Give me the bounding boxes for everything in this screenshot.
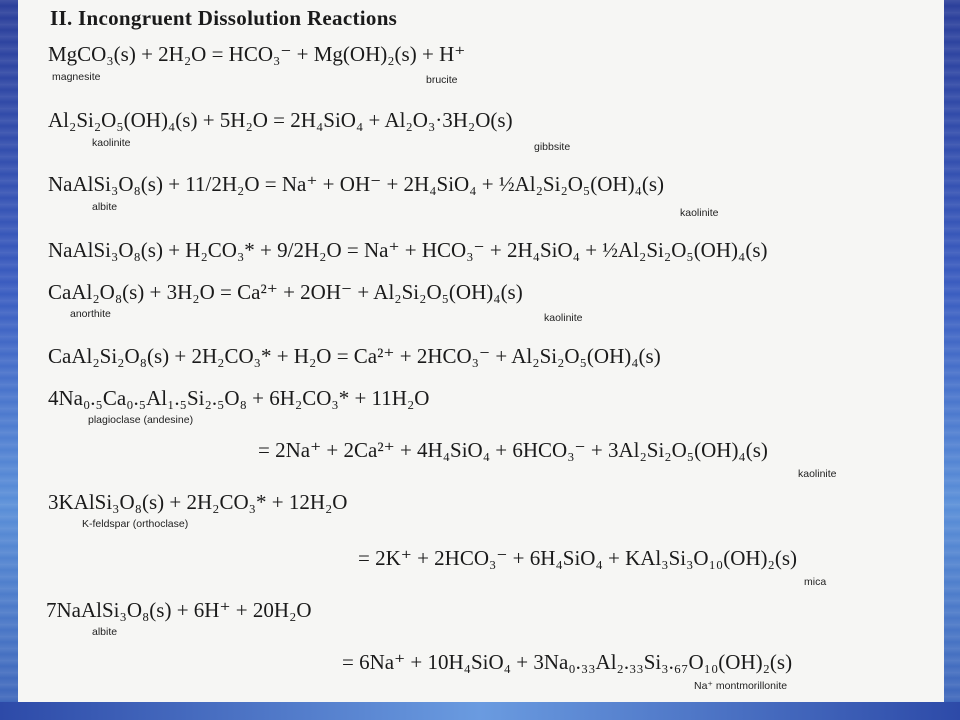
reaction-1: MgCO₃(s) + 2H₂O = HCO₃⁻ + Mg(OH)₂(s) + H⁺ [48,42,466,66]
slide-background-bottom [0,702,960,720]
mineral-label-albite: albite [92,626,118,638]
reaction-8: 3KAlSi₃O₈(s) + 2H₂CO₃* + 12H₂O [48,490,348,514]
reaction-9: 7NaAlSi₃O₈(s) + 6H⁺ + 20H₂O [46,598,312,622]
reaction-8-products: = 2K⁺ + 2HCO₃⁻ + 6H₄SiO₄ + KAl₃Si₃O₁₀(OH)₂(s) [358,546,798,570]
slide-background-left [0,0,18,720]
reaction-3: NaAlSi₃O₈(s) + 11/2H₂O = Na⁺ + OH⁻ + 2H₄SiO₄ + ½Al₂Si₂O₅(OH)₄(s) [48,172,665,196]
mineral-label-albite: albite [92,201,118,213]
reaction-7: 4Na₀.₅Ca₀.₅Al₁.₅Si₂.₅O₈ + 6H₂CO₃* + 11H₂O [48,386,430,410]
mineral-label-brucite: brucite [426,74,458,86]
page-title: II. Incongruent Dissolution Reactions [50,6,398,30]
reaction-2: Al₂Si₂O₅(OH)₄(s) + 5H₂O = 2H₄SiO₄ + Al₂O₃·3H₂O(s) [48,108,513,132]
mineral-label-magnesite: magnesite [52,71,101,83]
reaction-4: NaAlSi₃O₈(s) + H₂CO₃* + 9/2H₂O = Na⁺ + HCO₃⁻ + 2H₄SiO₄ + ½Al₂Si₂O₅(OH)₄(s) [48,238,768,262]
mineral-label-anorthite: anorthite [70,308,111,320]
mineral-label-k-feldspar: K-feldspar (orthoclase) [82,518,189,530]
mineral-label-gibbsite: gibbsite [534,141,571,153]
mineral-label-mica: mica [804,576,827,588]
scanned-page [18,0,944,702]
slide-background-right [944,0,960,720]
reaction-6: CaAl₂Si₂O₈(s) + 2H₂CO₃* + H₂O = Ca²⁺ + 2HCO₃⁻ + Al₂Si₂O₅(OH)₄(s) [48,344,661,368]
reaction-5: CaAl₂O₈(s) + 3H₂O = Ca²⁺ + 2OH⁻ + Al₂Si₂O₅(OH)₄(s) [48,280,523,304]
mineral-label-na-montmorillonite: Na⁺ montmorillonite [694,680,788,692]
mineral-label-plagioclase: plagioclase (andesine) [88,414,194,426]
mineral-label-kaolinite: kaolinite [680,207,719,219]
mineral-label-kaolinite: kaolinite [544,312,583,324]
mineral-label-kaolinite: kaolinite [92,137,131,149]
reaction-7-products: = 2Na⁺ + 2Ca²⁺ + 4H₄SiO₄ + 6HCO₃⁻ + 3Al₂Si₂O₅(OH)₄(s) [258,438,768,462]
mineral-label-kaolinite: kaolinite [798,468,837,480]
reaction-9-products: = 6Na⁺ + 10H₄SiO₄ + 3Na₀.₃₃Al₂.₃₃Si₃.₆₇O₁₀(OH)₂(s) [342,650,793,674]
